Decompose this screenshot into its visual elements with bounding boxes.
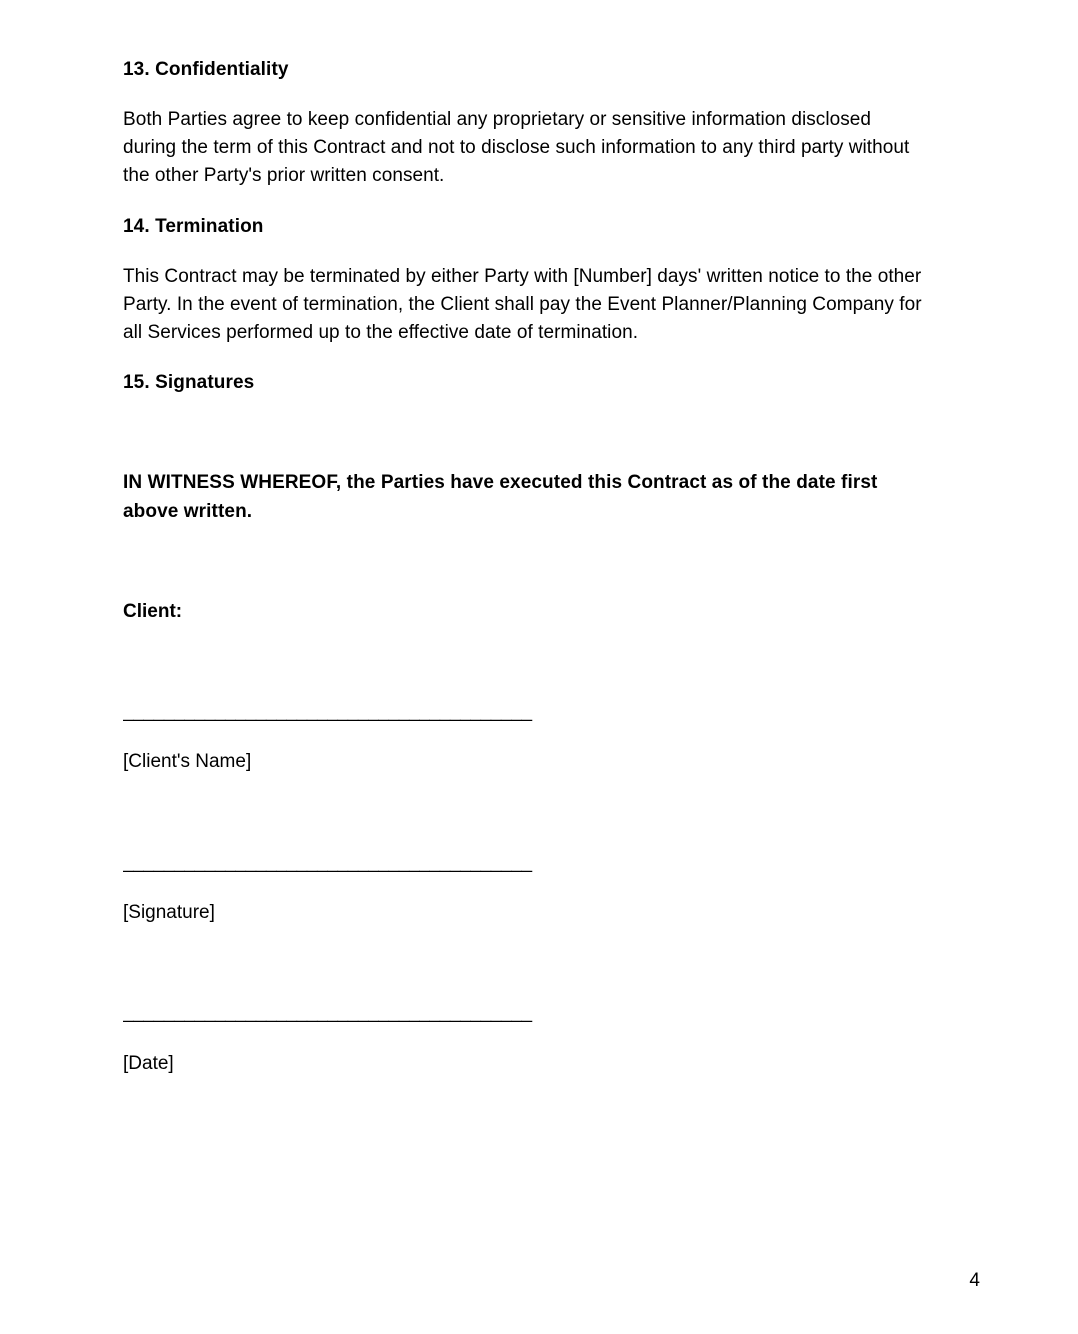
signature-rule-signature: ________________________________________ <box>123 851 532 873</box>
section-heading-termination: 14. Termination <box>123 215 264 237</box>
spacer-paragraph-before-date-rule <box>123 949 928 977</box>
signature-party-label-client: Client: <box>123 601 183 622</box>
section-paragraph-termination: This Contract may be terminated by either Party with [Number] days' written notice to the other Party. In the event of termination, the Client shall pay the Event Planner/Planning Company for all Services performed up to the effective date of termination. <box>123 265 922 344</box>
signature-rule-date: ________________________________________ <box>123 1002 532 1024</box>
signature-field-date: [Date] <box>123 1052 174 1074</box>
signature-field-client-name: [Client's Name] <box>123 751 252 773</box>
witness-statement: IN WITNESS WHEREOF, the Parties have executed this Contract as of the date first above written. <box>123 472 878 522</box>
spacer-paragraph-after-signatures-heading <box>123 419 928 447</box>
section-heading-signatures: 15. Signatures <box>123 372 255 394</box>
signature-field-signature: [Signature] <box>123 901 215 923</box>
spacer-paragraph-before-client-block <box>123 548 928 576</box>
signature-rule-client-name: ________________________________________ <box>123 701 532 723</box>
spacer-paragraph-before-signature-rule <box>123 799 928 827</box>
spacer-paragraph-before-name-rule <box>123 648 928 676</box>
section-heading-confidentiality: 13. Confidentiality <box>123 59 289 80</box>
section-paragraph-confidentiality: Both Parties agree to keep confidential any proprietary or sensitive information disclosed during the term of this Contract and not to disclose such information to any third party without the other Party's prior written consent. <box>123 109 910 187</box>
document-body <box>123 56 928 1100</box>
page-number: 4 <box>969 1270 980 1291</box>
